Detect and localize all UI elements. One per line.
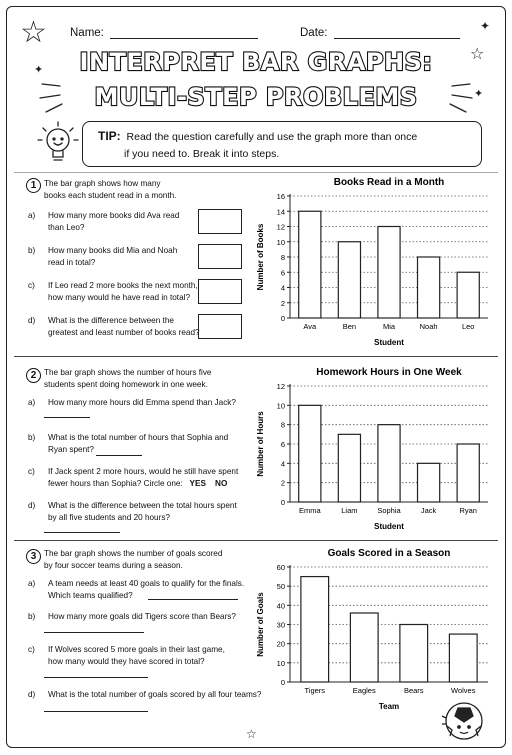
sub-question-letter: d): [28, 501, 36, 510]
y-tick-label: 10: [276, 658, 285, 668]
intro-line: The bar graph shows the number of goals scored: [44, 549, 223, 558]
sub-question-text: A team needs at least 40 goals to qualify for the finals.: [48, 579, 245, 588]
bar: [378, 425, 400, 502]
question-number: 2: [26, 368, 41, 383]
intro-line: The bar graph shows the number of hours five: [44, 368, 212, 377]
question-intro: [44, 178, 274, 202]
bar: [457, 444, 479, 502]
question-number: 3: [26, 549, 41, 564]
y-axis-label: Number of Hours: [256, 411, 265, 477]
bar: [299, 211, 321, 318]
y-tick-label: 2: [280, 298, 285, 308]
sparkle-icon: ✦: [480, 19, 491, 33]
name-label: Name:: [70, 27, 104, 39]
answer-line[interactable]: [96, 455, 142, 456]
sub-question-text: by all five students and 20 hours?: [48, 513, 170, 522]
bar-chart-books: [250, 172, 500, 354]
bar: [418, 257, 440, 318]
sub-question-text: Ryan spent?: [48, 445, 94, 454]
y-tick-label: 0: [280, 314, 285, 323]
sub-question-text: What is the difference between the total hours spent: [48, 501, 237, 510]
bar: [338, 242, 360, 318]
question-number: 1: [26, 178, 41, 193]
star-icon: ☆: [246, 727, 257, 741]
title-burst-lines: [0, 0, 512, 120]
sub-question-text: What is the difference between the: [48, 316, 174, 325]
x-tick-label: Jack: [420, 506, 437, 515]
sub-question-letter: b): [28, 612, 36, 621]
x-tick-label: Emma: [298, 506, 321, 515]
bar: [418, 463, 440, 502]
soccer-ball-icon: [440, 696, 492, 746]
x-tick-label: Ryan: [459, 506, 477, 515]
y-tick-label: 2: [280, 478, 285, 488]
sparkle-icon: ✦: [474, 87, 484, 100]
page-title-line1: INTERPRET BAR GRAPHS:: [79, 48, 433, 76]
chart-title: Books Read in a Month: [333, 177, 445, 188]
answer-line[interactable]: [44, 417, 90, 418]
section-divider: [14, 356, 498, 357]
intro-line: The bar graph shows how many: [44, 179, 161, 188]
answer-line[interactable]: [148, 599, 238, 600]
no-option[interactable]: NO: [215, 479, 228, 488]
answer-line[interactable]: [44, 711, 148, 712]
tip-text: [98, 128, 478, 163]
answer-box[interactable]: [198, 244, 242, 269]
sub-question-letter: d): [28, 316, 36, 325]
x-tick-label: Ava: [303, 322, 317, 331]
sub-question-letter: d): [28, 690, 36, 699]
y-tick-label: 50: [276, 582, 285, 592]
question-intro: [44, 367, 274, 391]
date-label: Date:: [300, 27, 328, 39]
bar: [457, 272, 479, 318]
y-tick-label: 14: [276, 207, 285, 217]
sub-question-text: how many would he have read in total?: [48, 293, 191, 302]
y-tick-label: 30: [276, 620, 285, 630]
answer-box[interactable]: [198, 279, 242, 304]
y-axis-label: Number of Books: [256, 223, 265, 291]
sub-question-text: If Leo read 2 more books the next month,: [48, 281, 198, 290]
intro-line: students spent doing homework in one week.: [44, 380, 208, 389]
x-axis-label: Team: [378, 702, 400, 711]
sub-question-text: If Wolves scored 5 more goals in their last game,: [48, 645, 225, 654]
y-tick-label: 8: [280, 420, 285, 430]
y-tick-label: 0: [280, 498, 285, 507]
y-tick-label: 4: [280, 283, 285, 293]
star-icon: ☆: [20, 15, 47, 50]
bar: [299, 405, 321, 502]
sub-question-text: How many more hours did Emma spend than Jack?: [48, 398, 236, 407]
x-tick-label: Sophia: [377, 506, 401, 515]
x-tick-label: Liam: [341, 506, 358, 515]
answer-line[interactable]: [44, 632, 144, 633]
sub-question-text: read in total?: [48, 258, 96, 267]
sub-question-letter: c): [28, 467, 35, 476]
sub-question-text: than Leo?: [48, 223, 85, 232]
page-title-line2: MULTI-STEP PROBLEMS: [94, 83, 418, 111]
y-tick-label: 12: [276, 382, 285, 391]
x-tick-label: Noah: [419, 322, 438, 331]
y-tick-label: 40: [276, 601, 285, 611]
sub-question-text: How many more goals did Tigers score than Bears?: [48, 612, 236, 621]
x-tick-label: Ben: [342, 322, 357, 331]
question-intro: [44, 548, 274, 572]
yes-option[interactable]: YES: [189, 479, 206, 488]
sub-question-text: What is the total number of hours that Sophia and: [48, 433, 229, 442]
sub-question-letter: a): [28, 398, 36, 407]
sub-question-text: fewer hours than Sophia? Circle one:: [48, 479, 183, 488]
intro-line: by four soccer teams during a season.: [44, 561, 183, 570]
chart-title: Homework Hours in One Week: [316, 367, 462, 378]
y-tick-label: 0: [280, 678, 285, 687]
x-tick-label: Bears: [403, 686, 424, 695]
tip-line1: Read the question carefully and use the graph more than once: [126, 131, 418, 143]
sub-question-text: Which teams qualified?: [48, 591, 133, 600]
section-divider: [14, 540, 498, 541]
sub-question-letter: c): [28, 281, 35, 290]
y-tick-label: 16: [276, 192, 285, 201]
star-icon: ☆: [470, 44, 485, 63]
sub-question-text: What is the total number of goals scored by all four teams?: [48, 690, 262, 699]
x-tick-label: Mia: [382, 322, 396, 331]
y-tick-label: 10: [276, 237, 285, 247]
x-axis-label: Student: [374, 522, 404, 531]
sub-question-text: How many more books did Ava read: [48, 211, 180, 220]
sub-question-letter: b): [28, 433, 36, 442]
x-tick-label: Wolves: [451, 686, 476, 695]
y-tick-label: 6: [280, 268, 285, 278]
answer-box[interactable]: [198, 209, 242, 234]
bar: [449, 634, 477, 682]
sub-question-letter: a): [28, 211, 36, 220]
y-tick-label: 4: [280, 459, 285, 469]
bar-chart-goals: [250, 543, 500, 718]
sub-question-letter: b): [28, 246, 36, 255]
x-axis-label: Student: [374, 338, 404, 347]
y-tick-label: 10: [276, 401, 285, 411]
y-tick-label: 6: [280, 440, 285, 449]
y-tick-label: 60: [276, 563, 285, 572]
bar: [338, 434, 360, 502]
bar: [301, 577, 329, 682]
y-tick-label: 12: [276, 222, 285, 232]
answer-box[interactable]: [198, 314, 242, 339]
sub-question-text: greatest and least number of books read?: [48, 328, 200, 337]
sub-question-text: How many books did Mia and Noah: [48, 246, 178, 255]
y-tick-label: 8: [280, 253, 285, 262]
bar: [378, 227, 400, 319]
intro-line: books each student read in a month.: [44, 191, 177, 200]
bar: [350, 613, 378, 682]
y-tick-label: 20: [276, 639, 285, 649]
answer-line[interactable]: [44, 532, 120, 533]
chart-title: Goals Scored in a Season: [327, 548, 451, 559]
sparkle-icon: ✦: [34, 63, 44, 76]
x-tick-label: Tigers: [304, 686, 326, 695]
bar-chart-homework: [250, 362, 500, 538]
x-tick-label: Leo: [461, 322, 475, 331]
tip-line2: if you need to. Break it into steps.: [124, 148, 280, 160]
sub-question-text: how many would they have scored in total?: [48, 657, 205, 666]
sub-question-letter: a): [28, 579, 36, 588]
x-tick-label: Eagles: [352, 686, 376, 695]
answer-line[interactable]: [44, 677, 148, 678]
lightbulb-icon: [34, 118, 82, 168]
sub-question-letter: c): [28, 645, 35, 654]
tip-label: TIP:: [98, 129, 121, 143]
bar: [400, 625, 428, 683]
y-axis-label: Number of Goals: [256, 592, 265, 657]
sub-question-text: If Jack spent 2 more hours, would he still have spent: [48, 467, 239, 476]
